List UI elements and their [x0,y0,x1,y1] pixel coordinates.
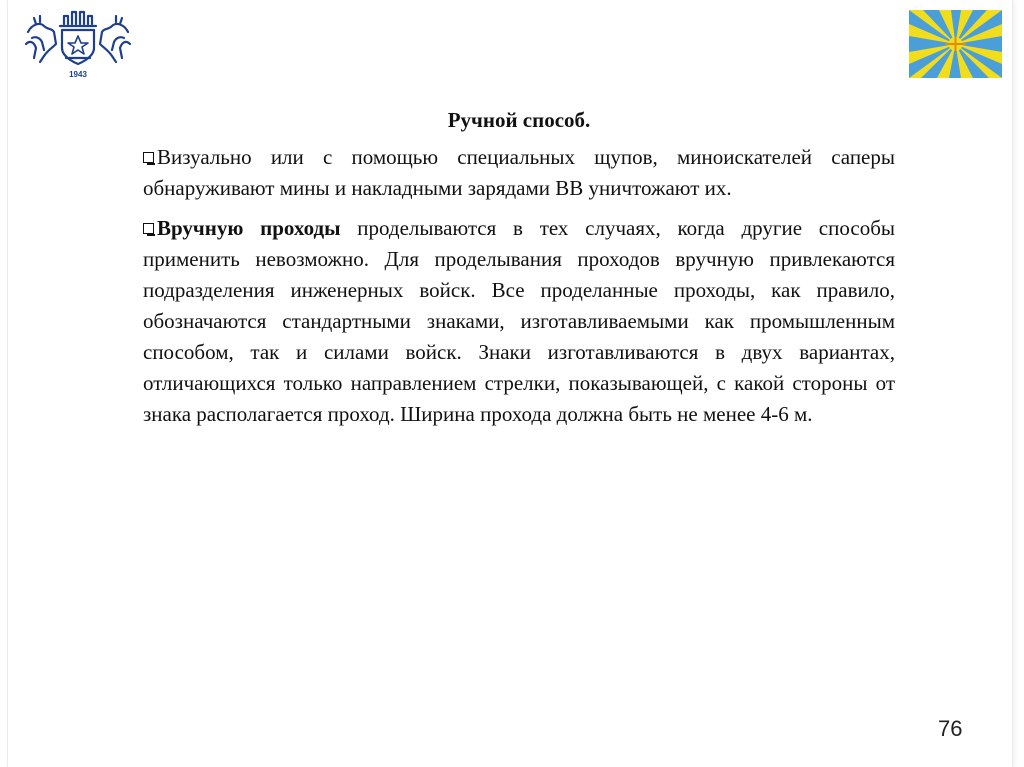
paragraph-manual-passages [143,213,895,430]
checkbox-bullet-icon [143,223,154,234]
slide-heading: Ручной способ. [447,108,591,132]
paragraph-text: проделываются в тех случаях, когда другие способы применить невозможно. Для проделывания проходов вручную привлекаются подразделения инженерных войск. Все проделанные проходы, как правило, обозначаются стандартными знаками, изготавливаемыми как промышленным способом, так и силами войск. Знаки изготавливаются в двух вариантах, отличающихся только направлением стрелки, показывающей, с какой стороны от знака располагается проход. Ширина прохода должна быть не менее 4-6 м. [143,216,895,426]
air-force-flag-icon [909,10,1002,78]
university-logo [22,10,134,88]
slide-content [143,105,895,439]
paragraph-lead: Вручную проходы [157,216,341,240]
logo-year: 1943 [69,70,87,79]
lion-crest-icon [22,10,134,70]
page-number: 76 [938,716,963,741]
paragraph-text: Визуально или с помощью специальных щупов, миноискателей саперы обнаруживают мины и накладными зарядами ВВ уничтожают их. [143,145,895,200]
slide [8,0,1012,767]
paragraph-visual-detection [143,142,895,204]
checkbox-bullet-icon [143,152,154,163]
